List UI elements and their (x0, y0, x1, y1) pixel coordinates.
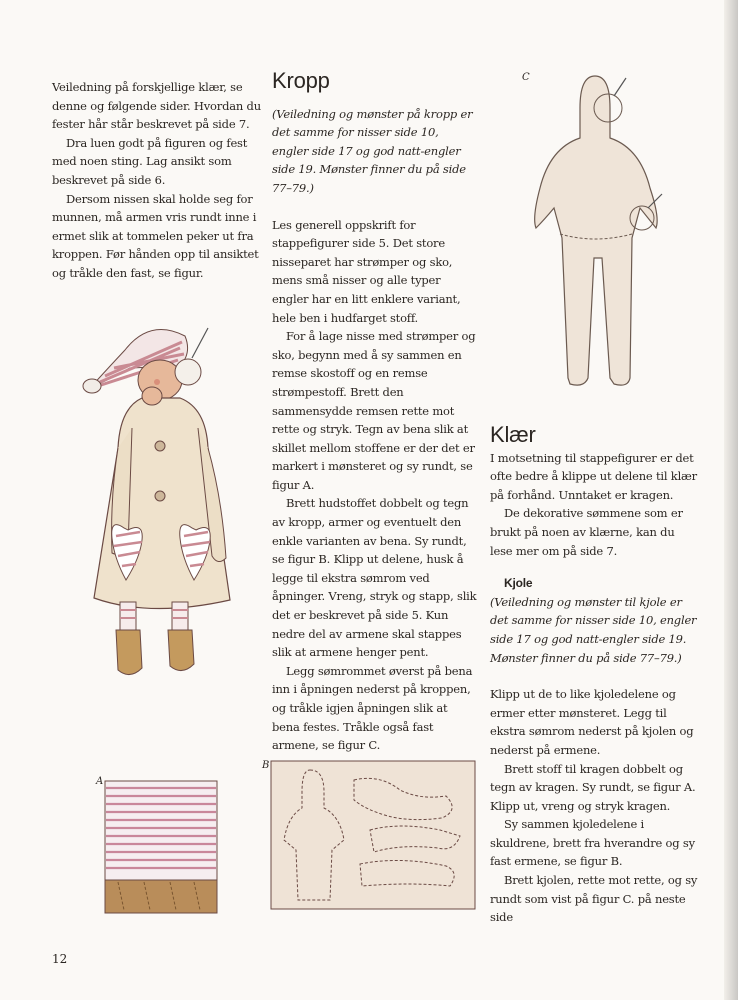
middle-column (272, 68, 477, 755)
page-edge-shadow (724, 0, 738, 1000)
figure-a-label: A (96, 776, 104, 787)
paragraph: For å lage nisse med strømper og sko, begynn med å sy sammen en remse skostoff og en remse strømpestoff. Brett den sammensydde remsen rette mot rette og stryk. Tegn av bena slik at skillet mellom stoffene er der det er markert i mønsteret og sy rundt, se figur A. (272, 329, 476, 492)
figure-c-body-illustration (510, 68, 680, 398)
paragraph: Legg sømrommet øverst på bena inn i åpningen nederst på kroppen, og tråkle igjen åpningen slik at bena festes. Tråkle også fast armene, se figur C. (272, 663, 473, 753)
paragraph: Klipp ut de to like kjoledelene og ermer etter mønsteret. Legg til ekstra sømrom nederst på kjolen og nederst på ermene. (490, 687, 694, 757)
pattern-note: (Veiledning og mønster til kjole er det samme for nisser side 10, engler side 17 og god natt-engler side 19. Mønster finner du på side 77–79.) (490, 594, 697, 665)
paragraph: De dekorative sømmene som er brukt på noen av klærne, kan du lese mer om på side 7. (490, 506, 683, 558)
subheading-kjole: Kjole (504, 576, 533, 591)
paragraph: Dersom nissen skal holde seg for munnen, må armen vris rundt inne i ermet slik at tommelen peker ut fra kroppen. Før hånden opp til ansiktet og tråkle den fast, se figur. (52, 191, 259, 280)
santa-figure-illustration (80, 318, 260, 698)
section-heading-kropp: Kropp (272, 68, 330, 93)
figure-b-pattern-illustration (270, 760, 476, 910)
pattern-note: (Veiledning og mønster på kropp er det samme for nisser side 10, engler side 17 og god natt-engler side 19. Mønster finner du på side 77–79.) (272, 106, 473, 195)
paragraph: I motsetning til stappefigurer er det ofte bedre å klippe ut delene til klær på forhånd. Unntaket er kragen. (490, 450, 697, 502)
figure-b-label: B (262, 760, 270, 771)
paragraph: Brett kjolen, rette mot rette, og sy rundt som vist på figur C. på neste side (490, 873, 698, 925)
paragraph: Les generell oppskrift for stappefigurer side 5. Det store nisseparet har strømper og sko, mens små nisser og alle typer engler har en litt enklere variant, hele ben i hudfarget stoff. (272, 217, 461, 325)
page-number: 12 (52, 952, 68, 966)
section-heading-klaer: Klær (490, 422, 536, 447)
figure-a-fabric-illustration (104, 780, 218, 916)
left-column (52, 78, 262, 283)
paragraph: Veiledning på forskjellige klær, se denne og følgende sider. Hvordan du fester hår står beskrevet på side 7. (52, 80, 261, 132)
paragraph: Sy sammen kjoledelene i skuldrene, brett fra hverandre og sy fast ermene, se figur B. (490, 817, 695, 869)
paragraph: Dra luen godt på figuren og fest med noen sting. Lag ansikt som beskrevet på side 6. (52, 135, 248, 187)
paragraph: Brett stoff til kragen dobbelt og tegn av kragen. Sy rundt, se figur A. Klipp ut, vreng og stryk kragen. (490, 761, 696, 813)
figure-c-label: C (522, 72, 530, 83)
right-column (490, 422, 700, 927)
paragraph: Brett hudstoffet dobbelt og tegn av kropp, armer og eventuelt den enkle varianten av bena. Sy rundt, se figur B. Klipp ut delene, husk å legge til ekstra sømrom ved åpninger. Vreng, stryk og stapp, slik det er beskrevet på side 5. Kun nedre del av armene skal stappes slik at armene henger pent. (272, 496, 477, 660)
